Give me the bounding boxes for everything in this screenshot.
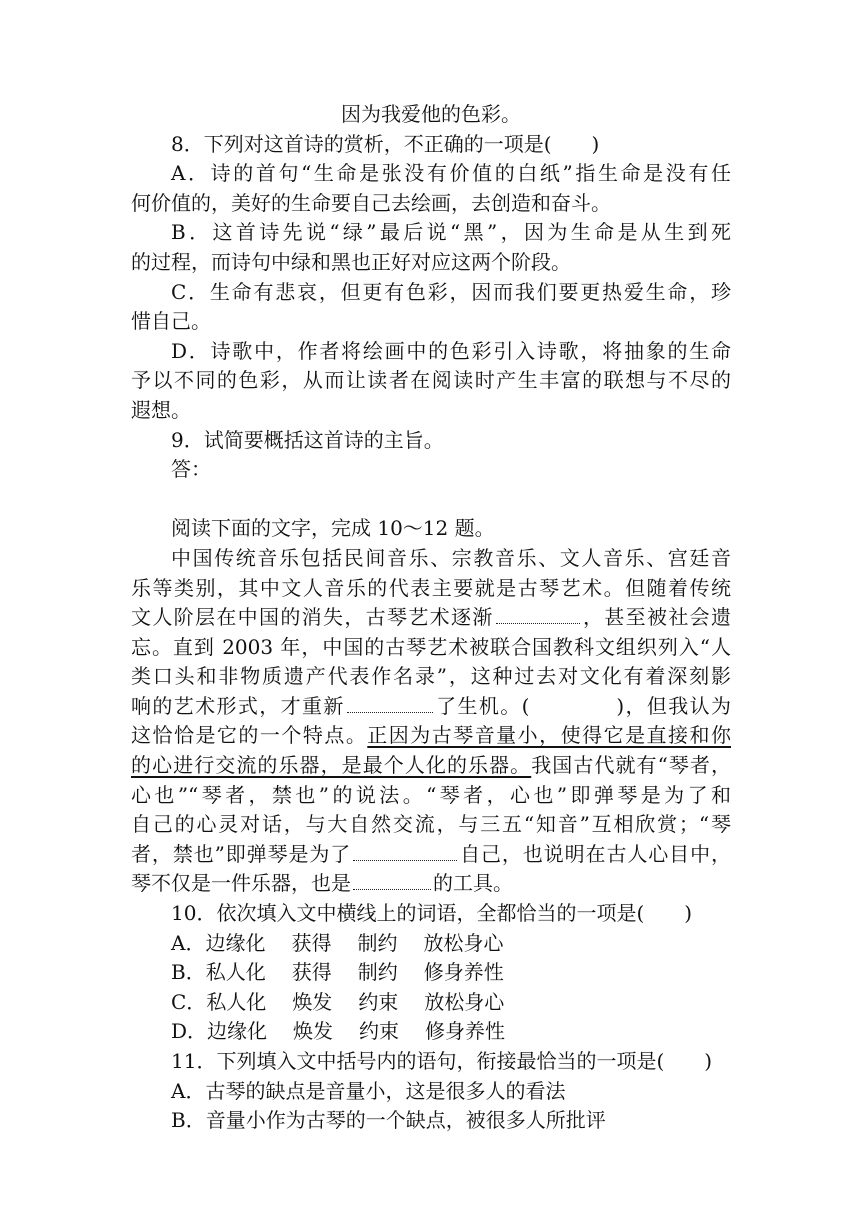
passage-line: 响的艺术形式，才重新 了生机。( )，但我认为 bbox=[131, 693, 732, 718]
q11-option-a: A．古琴的缺点是音量小，这是很多人的看法 bbox=[171, 1078, 566, 1103]
blank-1 bbox=[496, 603, 580, 624]
passage-line: 文人阶层在中国的消失，古琴艺术逐渐 ，甚至被社会遗 bbox=[131, 605, 732, 630]
q8-option-a-line2: 何价值的，美好的生命要自己去绘画，去创造和奋斗。 bbox=[131, 190, 611, 215]
q10-option-a: A．边缘化 获得 制约 放松身心 bbox=[171, 930, 504, 955]
underlined-sentence: 的心进行交流的乐器，是最个人化的乐器。 bbox=[131, 753, 532, 778]
q10-option-c: C．私人化 焕发 约束 放松身心 bbox=[171, 989, 505, 1014]
q8-option-b-line2: 的过程，而诗句中绿和黑也正好对应这两个阶段。 bbox=[131, 249, 571, 274]
q11-option-b: B．音量小作为古琴的一个缺点，被很多人所批评 bbox=[171, 1108, 606, 1133]
q10-option-d: D．边缘化 焕发 约束 修身养性 bbox=[171, 1019, 506, 1044]
blank-3 bbox=[353, 840, 457, 861]
q8-option-a-line1: A．诗的首句“生命是张没有价值的白纸”指生命是没有任 bbox=[171, 161, 731, 186]
underlined-sentence: 正因为古琴音量小，使得它是直接和你 bbox=[367, 723, 732, 748]
q8-option-b-line1: B．这首诗先说“绿”最后说“黑”，因为生命是从生到死 bbox=[171, 220, 731, 245]
passage-line: 琴不仅是一件乐器，也是 的工具。 bbox=[131, 871, 513, 896]
passage-line: 这恰恰是它的一个特点。正因为古琴音量小，使得它是直接和你 bbox=[131, 723, 732, 748]
q9-stem: 9．试简要概括这首诗的主旨。 bbox=[171, 427, 444, 452]
passage-line: 乐等类别，其中文人音乐的代表主要就是古琴艺术。但随着传统 bbox=[131, 575, 731, 600]
q8-option-d-line2: 予以不同的色彩，从而让读者在阅读时产生丰富的联想与不尽的 bbox=[131, 368, 731, 393]
document-page bbox=[131, 100, 731, 1136]
passage-line: 中国传统音乐包括民间音乐、宗教音乐、文人音乐、宫廷音 bbox=[171, 545, 731, 570]
q9-answer-label: 答： bbox=[171, 457, 211, 482]
q8-option-c-line2: 惜自己。 bbox=[131, 309, 211, 334]
passage-line: 自己的心灵对话，与大自然交流，与三五“知音”互相欣赏；“琴 bbox=[131, 812, 731, 837]
q11-stem: 11．下列填入文中括号内的语句，衔接最恰当的一项是( ) bbox=[171, 1049, 713, 1073]
poem-last-line: 因为我爱他的色彩。 bbox=[341, 102, 521, 126]
q10-option-b: B．私人化 获得 制约 修身养性 bbox=[171, 960, 504, 985]
passage-line: 忘。直到 2003 年，中国的古琴艺术被联合国教科文组织列入“人 bbox=[131, 634, 731, 659]
q10-stem: 10．依次填入文中横线上的词语，全都恰当的一项是( ) bbox=[171, 901, 693, 926]
passage-line: 类口头和非物质遗产代表作名录”，这种过去对文化有着深刻影 bbox=[131, 664, 731, 689]
passage-line: 心也”“琴者，禁也”的说法。“琴者，心也”即弹琴是为了和 bbox=[131, 782, 731, 807]
passage-line: 者，禁也”即弹琴是为了 自己，也说明在古人心目中， bbox=[131, 841, 731, 866]
blank-4 bbox=[353, 869, 431, 890]
q8-option-d-line1: D．诗歌中，作者将绘画中的色彩引入诗歌，将抽象的生命 bbox=[171, 338, 731, 363]
blank-2 bbox=[347, 692, 433, 713]
passage-line: 的心进行交流的乐器，是最个人化的乐器。我国古代就有“琴者， bbox=[131, 753, 731, 778]
answer-space bbox=[131, 485, 731, 515]
q8-stem: 8．下列对这首诗的赏析，不正确的一项是( ) bbox=[171, 131, 600, 156]
q8-option-d-line3: 遐想。 bbox=[131, 397, 191, 422]
reading-intro: 阅读下面的文字，完成 10～12 题。 bbox=[171, 516, 495, 541]
q8-option-c-line1: C．生命有悲哀，但更有色彩，因而我们要更热爱生命，珍 bbox=[171, 279, 731, 304]
